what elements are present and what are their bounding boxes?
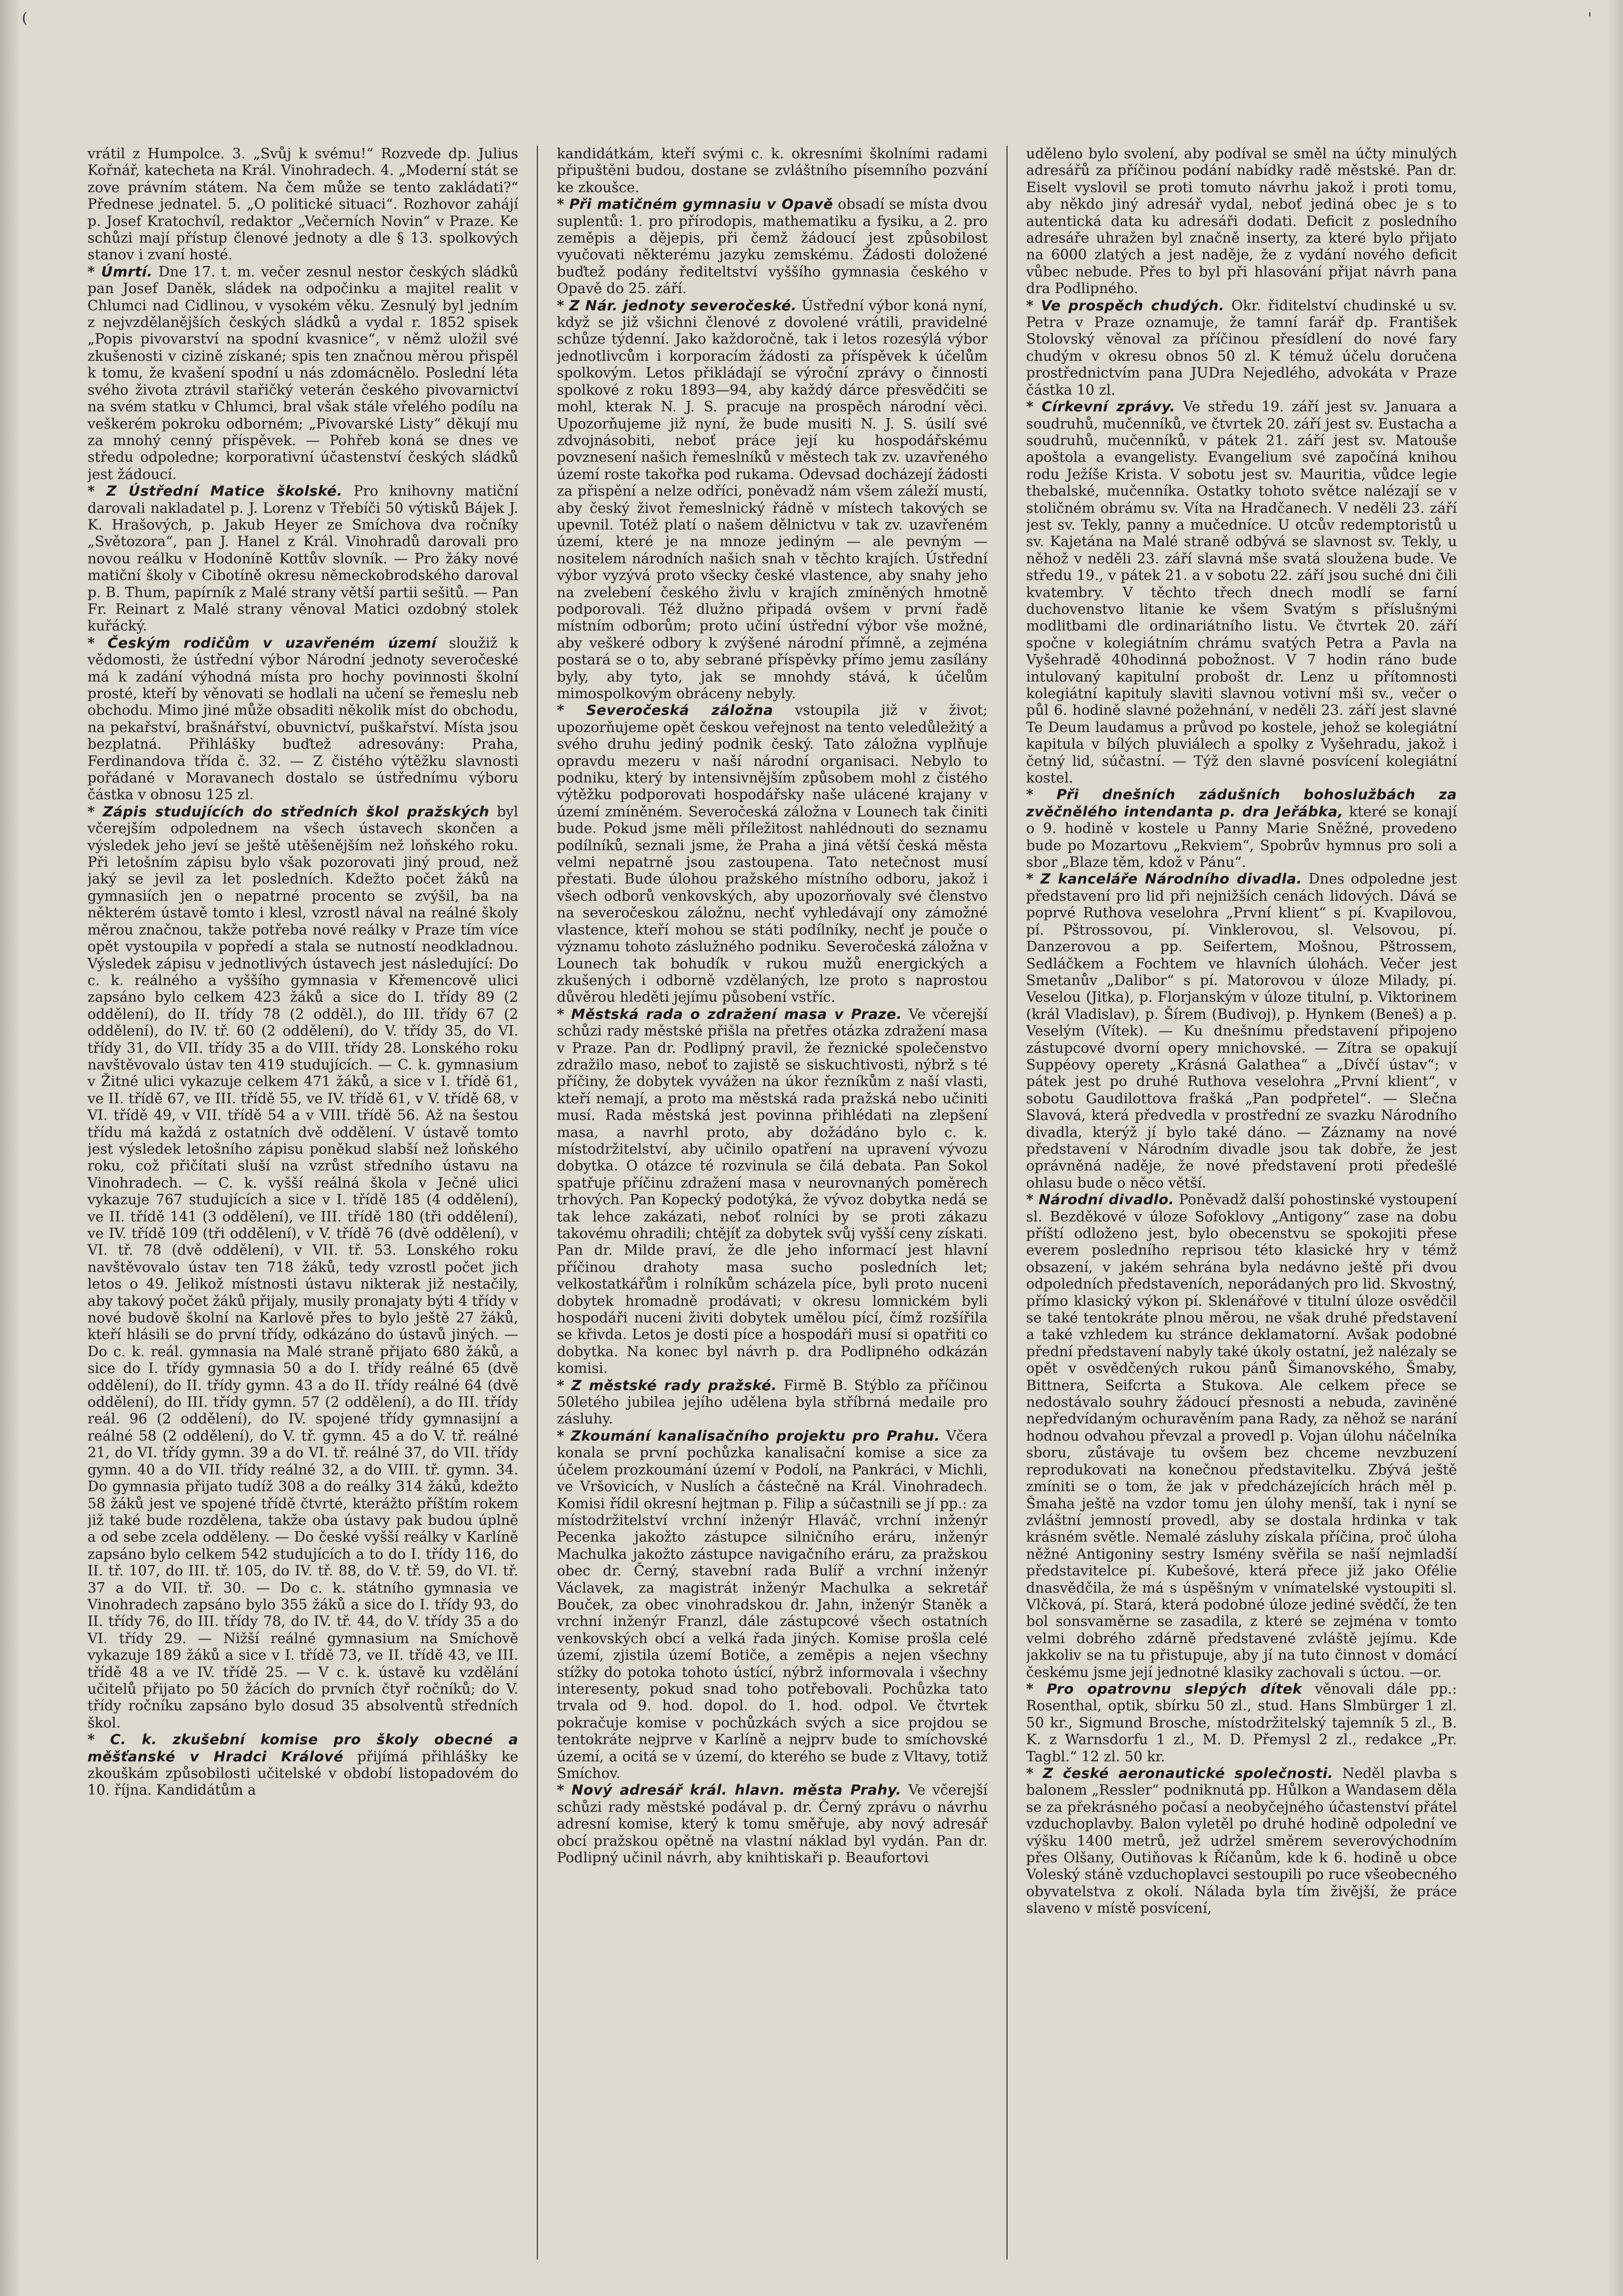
page-edge-right xyxy=(1607,0,1623,2296)
article-text: sloužiž k vědomosti, že ústřední výbor Národní jednoty severočeské má k zadání výhodná místa pro hochy povinnosti školní prosté, kteří by věnovati se hodlali na učení se řemeslu neb obchodu. Mimo jiné může obsaditi několik míst do obchodu, na pekařství, brašnářství, obuvnictví, puškařství. Místa jsou bezplatná. Přihlášky buďtež adresovány: Praha, Ferdinandova třída č. 32. — Z čistého výtěžku slavnosti pořádané v Moravanech dostalo se ústřednímu výboru částka v obnosu 125 zl. xyxy=(87,635,519,803)
article-text: Ve včerejší schůzi rady městské přišla na přetřes otázka zdražení masa v Praze. Pan dr. Podlipný pravil, že řeznické společenstvo zdražilo maso, neboť to zajistě se siskuchtivosti, nýbrž s té příčiny, že dobytek vyvážen na úkor řezníkům z naší vlasti, kteří nemají, a proto ma městská rada pražská nebo učiniti musí. Rada městská jest povinna přihlédati na zlepšení masa, a navrhl proto, aby dožádáno bylo c. k. místodržitelství, aby učinilo opatření na upravení vývozu dobytka. O otázce té rozvinula se čilá debata. Pan Sokol spatřuje příčinu zdražení masa v neurovnaných poměrech trhových. Pan Kopecký podotýká, že vývoz dobytka nedá se tak lehce zakázati, neboť rolníci by se proti zákazu takovému ohradili; chtějíť za dobytek svůj vyšší ceny získati. Pan dr. Milde praví, že dle jeho informací jest hlavní příčinou drahoty masa sucho posledních let; velkostatkářům i rolníkům scházela píce, byli proto nuceni dobytek hromadně prodávati; v okresu lomnickém byli hospodáři nuceni živiti dobytek umělou pící, čímž rozšířila se křivda. Letos je dosti píce a hospodáři musí si opatřiti co dobytka. Na konec byl návrh p. dra Podlipného odkázán komisi. xyxy=(557,1006,988,1377)
article-paragraph xyxy=(1026,1681,1457,1765)
article-text: Ve středu 19. září jest sv. Januara a soudruhů, mučenníků, ve čtvrtek 20. září jest sv. Eustacha a soudruhů, mučenníků, v pátek 21. září jest sv. Matouše apoštola a evangelisty. Evangelium své započíná knihou rodu Ježíše Krista. V sobotu jest sv. Mauritia, vůdce legie thebalské, mučenníka. Ostatky tohoto světce nalézají se v stoličném obrámu sv. Víta na Hradčanech. V neděli 23. září jest sv. Tekly, panny a mučedníce. U otcův redemptoristů u sv. Kajetána na Malé straně odbývá se slavnost sv. Tekly, u něhož v neděli 23. září slavná mše svatá sloužena bude. Ve středu 19., v pátek 21. a v sobotu 22. září jsou suché dni čili kvatembry. V těchto třech dnech modlí se farní duchovenstvo litanie ke všem Svatým s příslušnými modlitbami dle ordinariátního listu. Ve čtvrtek 20. září spočne v kolegiátním chrámu svatých Petra a Pavla na Vyšehradě 40hodinná pobožnost. V 7 hodin ráno bude intulovaný kapitulní probošt dr. Lenz u přítomnosti kolegiátní kapituly slaviti slavnou votivní mši sv., večer o půl 6. hodině slavné požehnání, v neděli 23. září jest slavné Te Deum laudamus a průvod po kostele, jehož se kolegiátní kapitula v bílých pluviálech a spolky z Vyšehradu, jakož i četný lid, súčastní. — Týž den slavné posvícení kolegiátní kostel. xyxy=(1026,399,1457,787)
article-paragraph xyxy=(557,1006,987,1378)
bullet-mark: * xyxy=(87,803,103,820)
column-divider xyxy=(537,146,538,2260)
article-paragraph xyxy=(87,1732,518,1799)
bullet-mark: * xyxy=(557,1428,571,1444)
article-paragraph xyxy=(1026,787,1457,871)
column-2 xyxy=(557,146,987,2260)
article-heading: Nový adresář král. hlavn. města Prahy. xyxy=(571,1782,902,1799)
bullet-mark: * xyxy=(1026,1681,1047,1697)
bullet-mark: * xyxy=(557,196,570,213)
page-edge-left xyxy=(0,0,21,2296)
article-paragraph xyxy=(557,702,987,1006)
article-heading: Z městské rady pražské. xyxy=(571,1377,777,1394)
article-text: vrátil z Humpolce. 3. „Svůj k svému!“ Rozvede dp. Julius Kořnář, katecheta na Král. Vinohradech. 4. „Moderní stát se zove právním státem. Na čem může se tento zakládati?“ Přednese jednatel. 5. „O politické situaci“. Rozhovor zahájí p. Josef Kratochvíl, redaktor „Večerních Novin“ v Praze. Ke schůzi mají přístup členové jednoty a dle § 13. spolkových stanov i zvaní hosté. xyxy=(87,146,519,263)
article-paragraph xyxy=(1026,1765,1457,1917)
article-heading: Ve prospěch chudých. xyxy=(1040,297,1225,314)
article-heading: Českým rodičům v uzavřeném území xyxy=(107,635,437,651)
column-divider xyxy=(1006,146,1008,2260)
article-heading: Při dnešních zádušních bohoslužbách za zvěčnělého intendanta p. dra Jeřábka, xyxy=(1026,787,1457,820)
article-paragraph xyxy=(1026,871,1457,1192)
article-heading: Při matičném gymnasiu v Opavě xyxy=(569,196,834,213)
article-text: Firmě B. Stýblo za příčinou 50letého jubilea jejího udělena byla stříbrná medaile pro zásluhy. xyxy=(557,1377,988,1428)
article-text: Včera konala se první pochůzka kanalisační komise a sice za účelem prozkoumání území v Podolí, na Pankráci, v Michli, ve Vršovicích, v Nuslích a částečně na Král. Vinohradech. Komisi řídil okresní hejtman p. Filip a súčastnili se jí pp.: za místodržitelství vrchní inženýr Hlaváč, vrchní inženýr Pecenka jakožto zástupce silničního eráru, inženýr Machulka jakožto zástupce navigačního eráru, za pražskou obec dr. Černý, stavební rada Bulíř a vrchní inženýr Václavek, za magistrát inženýr Machulka a sekretář Bouček, za obec vinohradskou dr. Jahn, inženýr Staněk a vrchní inženýr Franzl, dále zástupcové všech ostatních venkovských obcí a velká řada jiných. Komise prošla celé území, zjistila území Botiče, a zeměpis a nejen všechny stížky do potoka tohoto ústící, nýbrž informovala i všechny interesenty, pokud snad toho potřebovali. Pochůzka tato trvala od 9. hod. dopol. do 1. hod. odpol. Ve čtvrtek pokračuje komise v pochůzkách svých a sice projdou se tentokráte nejprve v Karlíně a nejprv bude to smíchovské území, a ocitá se v území, do kterého se bude z Vltavy, totiž Smíchov. xyxy=(557,1428,988,1782)
article-heading: Z Ústřední Matice školské. xyxy=(106,483,343,500)
article-text: byl včerejším odpolednem na všech ústavech skončen a výsledek jeho jeví se ještě utěšenějším než loňského roku. Při letošním zápisu bylo však pozorovati jiný proud, než jaký se jevil za let posledních. Kdežto počet žáků na gymnasiích jen o nepatrné procento se zvýšil, ba na některém ústavě tomto i klesl, vzrostl nával na reálné školy měrou značnou, takže potřeba nové reálky v Praze tím více opět vystoupila v popředí a stala se nutností neodkladnou. Výsledek zápisu v jednotlivých ústavech jest následující: Do c. k. reálného a vyššího gymnasia v Křemencově ulici zapsáno bylo celkem 423 žáků a sice do I. třídy 89 (2 oddělení), do II. třídy 78 (2 odděl.), do III. třídy 67 (2 oddělení), do IV. tř. 60 (2 oddělení), do V. třídy 35, do VI. třídy 31, do VII. třídy 35 a do VIII. třídy 28. Lonského roku navštěvovalo ústav ten 419 studujících. — C. k. gymnasium v Žitné ulici vykazuje celkem 471 žáků, a sice v I. třídě 61, ve II. třídě 67, ve III. třídě 55, ve IV. třídě 61, v V. třídě 68, v VI. třídě 49, v VII. třídě 54 a v VIII. třídě 56. Až na šestou třídu má každá z ostatních dvě oddělení. V ústavě tomto jest výsledek letošního zápisu poněkud slabší než loňského roku, což přičítati sluší na vzrůst středního ústavu na Vinohradech. — C. k. vyšší reálná škola v Ječné ulici vykazuje 767 studujících a sice v I. třídě 185 (4 oddělení), ve II. třídě 141 (3 oddělení), ve III. třídě 180 (tři oddělení), ve IV. třídě 109 (tři oddělení), v V. třídě 76 (dvě oddělení), v VI. tř. 78 (dvě oddělení), v VII. tř. 53. Lonského roku navštěvovalo ústav ten 718 žáků, tedy vzrostl počet jich letos o 49. Jelikož místnosti ústavu nikterak již nestačily, aby takový počet žáků přijaly, musily pronajaty býti 4 třídy v nové budově školní na Karlově přes to bylo ještě 27 žáků, kteří hlásili se do první třídy, odkázáno do ústavů jiných. — Do c. k. reál. gymnasia na Malé straně přijato 680 žáků, a sice do I. třídy gymnasia 50 a do I. třídy reálné 65 (dvě oddělení), do II. třídy gymn. 43 a do II. třídy reálné 64 (dvě oddělení), do III. třídy gymn. 57 (2 oddělení), a do III. třídy reál. 96 (2 oddělení), do IV. spojené třídy gymnasijní a reálné 58 (2 oddělení), do V. tř. gymn. 45 a do V. tř. reálné 21, do VI. třídy gymn. 39 a do VI. tř. reálné 37, do VII. třídy gymn. 40 a do VII. třídy reálné 32, a do VIII. tř. gymn. 34. Do gymnasia přijato tudíž 308 a do reálky 314 žáků, kdežto 58 žáků jest ve spojené třídě čtvrté, kterážto příštím rokem již také bude rozdělena, takže oba ústavy pak budou úplně a od sebe zcela odděleny. — Do české vyšší reálky v Karlíně zapsáno bylo celkem 542 studujících a to do I. třídy 116, do II. tř. 107, do III. tř. 105, do IV. tř. 88, do V. tř. 59, do VI. tř. 37 a do VII. tř. 30. — Do c. k. státního gymnasia ve Vinohradech zapsáno bylo 355 žáků a sice do I. třídy 93, do II. třídy 76, do III. třídy 78, do IV. tř. 44, do V. třídy 35 a do VI. třídy 29. — Nižší reálné gymnasium na Smíchově vykazuje 189 žáků a sice v I. třídě 73, ve II. třídě 43, ve III. třídě 48 a ve IV. třídě 25. — V c. k. ústavě ku vzdělání učitelů přijato po 50 žácích do prvních čtyř ročníků; do V. třídy ročníku zapsáno bylo dosud 35 absolventů středních škol. xyxy=(87,803,519,1731)
article-text: Ve včerejší schůzi rady městské podával p. dr. Černý zprávu o návrhu adresní komise, který k tomu směřuje, aby nový adresář obcí pražskou opětně na vlastní náklad byl vydán. Pan dr. Podlipný učinil návrh, aby knihtiskaři p. Beaufortovi xyxy=(557,1782,988,1866)
article-text: obsadí se místa dvou suplentů: 1. pro přírodopis, mathematiku a fysiku, a 2. pro zeměpis a dějepis, při čemž žádoucí jest způsobilost vyučovati některému jazyku zemskému. Žádosti doložené buďtež podány řediteltství vyššího gymnasia českého v Opavě do 25. září. xyxy=(557,196,988,297)
article-heading: Zkoumání kanalisačního projektu pro Prahu. xyxy=(571,1428,940,1444)
bullet-mark: * xyxy=(87,635,108,651)
bullet-mark: * xyxy=(557,1006,571,1023)
bullet-mark: * xyxy=(1026,1192,1039,1208)
bullet-mark: * xyxy=(1026,1765,1043,1782)
bullet-mark: * xyxy=(557,297,570,314)
article-text: Dnes odpoledne jest představení pro lid při nejnižších cenách lidových. Dává se poprvé Ruthova veselohra „První klient“ s pí. Kvapilovou, pí. Pštrossovou, pí. Vinklerovou, sl. Velsovou, pí. Danzerovou a pp. Seifertem, Mošnou, Pštrossem, Sedláčkem a Fochtem ve hlavních úlohách. Večer jest Smetanův „Dalibor“ s pí. Matorovou v úloze Milady, pí. Veselou (Jitka), p. Florjanským v úloze titulní, p. Viktorinem (král Vladislav), p. Šírem (Budivoj), p. Hynkem (Beneš) a p. Veselým (Vítek). — Ku dnešnímu představení připojeno zástupcové dvorní opery mnichovské. — Zítra se opakují Suppéovy operety „Krásná Galathea“ a „Dívčí ústav“; v pátek jest po druhé Ruthova veselohra „První klient“, v sobotu Gaudilottova frašká „Pan podpřetel“. — Slečna Slavová, která předvedla v prostřední ze svazku Národního divadla, kterýž jí bylo také dáno. — Záznamy na nové představení v Národním divadle jsou tak dobře, že jest oprávněná naděje, že nové představení proti předešlé ohlasu bude o něco větší. xyxy=(1026,871,1457,1191)
article-paragraph xyxy=(87,146,518,264)
article-paragraph xyxy=(1026,298,1457,399)
article-heading: Severočeská záložna xyxy=(586,702,773,719)
article-heading: Národní divadlo. xyxy=(1038,1192,1174,1208)
article-text: Poněvadž další pohostinské vystoupení sl. Bezděkové v úloze Sofoklovy „Antigony“ zase na dobu příští odloženo jest, bylo obecenstvu se spokojiti přese everem posledního reprisou této klasické hry v témž obsazení, v jakém sehrána byla nedávno ještě při dvou odpoledních představeních, neporádaných pro lid. Skvostný, přímo klasický výkon pí. Sklenářové v titulní úloze osvědčil se také tentokráte plnou měrou, ne však druhé představení a také vzhledem ku stránce deklamatorní. Avšak podobné přední představení nabyly také úkoly ostatní, jež nalézaly se opět v osvědčených rukou pánů Šimanovského, Šmaby, Bittnera, Seifcrta a Stukova. Ale celkem přece se nedostávalo souhry žádoucí přesnosti a nebuda, zaviněné nepředvídaným ochuravěním pana Rady, za něhož se narání hodnou odvahou převzal a provedl p. Vojan úlohu náčelníka sboru, zůstávaje tu ovšem bez chceme nevzbuzení reprodukovati na konečnou představitelku. Zbývá ještě zmíniti se o tom, že jak v předcházejících hrách měl p. Šmaha ještě na vzdor tomu jen úlohy menší, tak i nyní se zvláštní jemností provedl, aby se dostala hrdinka v tak krásném světle. Nemalé zásluhy získala příčina, proč úloha něžné Antigoniny sestry Ismény svěřila se naší nejmladší představitelce pí. Kubešové, která přece již jako Ofélie dnasvědčila, že má s úspěšným v vnímatelské vystoupiti sl. Vlčková, pí. Stará, která podobné úloze jediné svědčí, že ten bol sonsvaměrne se zasadila, z které se zejména v tomto velmi dobrého zdárně představené zvláště jejímu. Kde jakkoliv se na tu přistupuje, aby jí na tuto činnost v domácí českému jsme její jednotné klasiky zachovali s úctou. —or. xyxy=(1026,1192,1457,1681)
article-text: Neděl plavba s balonem „Ressler“ podniknutá pp. Hůlkon a Wandasem děla se za překrásného počasí a neobyčejného účastenství přátel vzduchoplavby. Balon vyletěl po druhé hodině odpolední ve výšku 1400 metrů, jež udržel směrem severovýchodním přes Olšany, Outiňovas k Říčanům, kde k 6. hodině u obce Voleský stáně vzduchoplavci sestoupili po ruce všeobecného obyvatelstva z okolí. Nálada byla tím živější, že práce slaveno v místě posvícení, xyxy=(1026,1765,1457,1917)
article-heading: Z Nár. jednoty severočeské. xyxy=(569,297,797,314)
article-paragraph xyxy=(557,1782,987,1866)
newspaper-page xyxy=(87,146,1457,2260)
article-heading: Pro opatrovnu slepých dítek xyxy=(1047,1681,1302,1697)
article-text: které se konají o 9. hodině v kostele u Panny Marie Sněžné, provedeno bude po Mozartovu „Rekviem“, Spobrův hymnus pro soli a sbor „Blaze těm, kdož v Pánu“. xyxy=(1026,803,1457,871)
article-paragraph xyxy=(1026,146,1457,298)
article-heading: Církevní zprávy. xyxy=(1041,399,1176,415)
article-paragraph xyxy=(557,146,987,196)
article-heading: Městská rada o zdražení masa v Praze. xyxy=(571,1006,902,1023)
bullet-mark: * xyxy=(87,1732,110,1748)
corner-mark-left: ( xyxy=(22,9,28,27)
article-paragraph xyxy=(557,1378,987,1428)
article-paragraph xyxy=(87,483,518,635)
article-text: věnovali dále pp.: Rosenthal, optik, sbírku 50 zl., stud. Hans Slmbürger 1 zl. 50 kr., Sigmund Brosche, místodržitelský tajemník 5 zl., B. K. z Warnsdorfu 1 zl., M. D. Přemysl 2 zl., redakce „Pr. Tagbl.“ 12 zl. 50 kr. xyxy=(1026,1681,1457,1765)
article-text: vstoupila již v život; upozorňujeme opět českou veřejnost na tento veledůležitý a svého druhu jediný podnik český. Tato záložna vyplňuje opravdu mezeru v naší národní organisaci. Nebylo to podniku, který by intensivnějším způsobem mohl z čistého výtěžku podporovati hospodářsky naše ulácené krajany v území zmíněném. Severočeská záložna v Lounech tak činiti bude. Pokud jsme měli příležitost nahlédnouti do seznamu podílníků, seznali jsme, že Praha a jiná větší česká města velmi nepatrně jsou zastoupena. Tato netečnost musí přestati. Bude úlohou pražského místního odboru, jakož i všech odborů venkovských, aby upozorňovaly své členstvo na severočeskou záložnu, nechť vyhledávají ony zámožné vlastence, kteří mohou se státi podílníky, nechť je pouče o významu tohoto záslužného podniku. Severočeská záložna v Lounech tak bohudík v rukou mužů energických a zkušených i odborně vzdělaných, lze proto s naprostou důvěrou hleděti jejímu působení vstříc. xyxy=(557,702,988,1006)
article-heading: Zápis studujících do středních škol pražských xyxy=(103,803,489,820)
bullet-mark: * xyxy=(1026,297,1041,314)
article-heading: C. k. zkušební komise pro školy obecné a měšťanské v Hradci Králové xyxy=(87,1732,519,1765)
article-text: kandidátkám, kteří svými c. k. okresními školními radami připuštěni budou, dostane se zvláštního písemního pozvání ke zkoušce. xyxy=(557,146,988,196)
article-paragraph xyxy=(557,196,987,297)
article-text: Dne 17. t. m. večer zesnul nestor českých sládků pan Josef Daněk, sládek na odpočinku a majitel realit v Chlumci nad Cidlinou, v vysokém věku. Zesnulý byl jedním z nejvzdělanějších českých sládků a vydal r. 1852 spisek „Popis pivovarství na spodní kvasnice“, v němž uložil své zkušenosti v cizině získané; spis ten značnou měrou přispěl k tomu, že kvašení spodní u nás zdomácnělo. Poslední léta svého života ztrávil stařičký veterán českého pivovarnictví na svém statku v Chlumci, bral však stále vřelého podílu na veškerém pokroku odborném; „Pivovarské Listy“ děkují mu za mnohý cenný příspěvek. — Pohřeb koná se dnes ve středu odpoledne; korporativní účastenství českých sládků jest žádoucí. xyxy=(87,263,519,483)
article-text: uděleno bylo svolení, aby podíval se směl na účty minulých adresářů za příčinou podání nabídky radě městské. Pan dr. Eiselt vyslovil se proti tomuto návrhu jakož i proti tomu, aby někdo jiný adresář vydal, neboť jediná obec je s to autentická data ku adresáři dodati. Deficit z posledního adresáře uhražen byl značně inserty, za které bylo přijato na 6000 zlatých a jest naděje, že z vydání nového deficit vůbec nebude. Přes to byl při hlasování přijat návrh pana dra Podlipného. xyxy=(1026,146,1457,297)
article-paragraph xyxy=(1026,1192,1457,1681)
article-text: přijímá přihlášky ke zkouškám způsobilosti učitelské v období listopadovém do 10. října. Kandidátům a xyxy=(87,1748,519,1799)
article-text: Okr. řiditelství chudinské u sv. Petra v Praze oznamuje, že tamní farář dp. František Stolovský věnoval za příčinou přesídlení do nové fary chudým v okresu obnos 50 zl. K témuž účelu doručena prostřednictvím pana JUDra Nejedlého, advokáta v Praze částka 10 zl. xyxy=(1026,297,1457,398)
bullet-mark: * xyxy=(87,483,107,500)
article-heading: Úmrtí. xyxy=(101,263,153,280)
bullet-mark: * xyxy=(557,702,586,719)
article-text: Pro knihovny matiční darovali nakladatel p. J. Lorenz v Třebíči 50 výtisků Bájek J. K. Hrašových, p. Jakub Heyer ze Smíchova dva ročníky „Světozora“, pan J. Hanel z Král. Vinohradů darovali pro novou reálku v Hodoníně Kottův slovník. — Pro žáky nové matiční školy v Cibotíně okresu německobrodského daroval p. B. Thum, papírník z Malé strany větší partii sešitů. — Pan Fr. Reinart z Malé strany věnoval Matici ozdobný stolek kuřácký. xyxy=(87,483,519,635)
article-heading: Z české aeronautické společnosti. xyxy=(1042,1765,1333,1782)
article-paragraph xyxy=(557,298,987,703)
bullet-mark: * xyxy=(1026,787,1057,803)
column-3 xyxy=(1026,146,1457,2260)
bullet-mark: * xyxy=(1026,871,1040,888)
article-paragraph xyxy=(1026,399,1457,787)
article-heading: Z kanceláře Národního divadla. xyxy=(1040,871,1302,888)
bullet-mark: * xyxy=(1026,399,1042,415)
article-paragraph xyxy=(87,804,518,1732)
article-text: Ústřední výbor koná nyní, když se již všichni členové z dovolené vrátili, pravidelné schůze týdenní. Jako každoročně, tak i letos rozesýlá výbor jednotlivcům i korporacím žádosti za příspěvek k účelům spolkovým. Letos přikládají se výroční zprávy o činnosti spolkové z roku 1893—94, aby každý dárce přesvědčiti se mohl, kterak N. J. S. pracuje na prospěch národní věci. Upozorňujeme již nyní, že bude musiti N. J. S. úsilí své zdvojnásobiti, neboť práce její ku hospodářskému povznesení našich řemeslníků v městech tak zv. uzavřeného území roste takořka pod rukama. Odevsad docházejí žádosti za přispění a nelze odříci, poněvadž nám všem záleží mustí, aby český život řemeslnický řádně v místech takových se upevnil. Totéž platí o našem dělnictvu v tak zv. uzavřeném území, které je na mnoze jediným — ale pevným — nositelem národních našich snah v těchto krajích. Ústřední výbor vyzývá proto všecky české vlastence, aby snahy jeho na zvelebení českého živlu v krajích zmíněných hmotně podporovali. Též dlužno připadá ovšem v první řadě místním odborům; proto učiní ústřední výbor vše možné, aby veškeré odbory k zvýšené národní přímně, a zejména postará se o to, aby sebrané příspěvky přímo jemu zasílány byly, aby tyto, jak se mnohdy stává, k účelům mimospolkovým obráceny nebyly. xyxy=(557,297,988,702)
article-paragraph xyxy=(557,1428,987,1783)
bullet-mark: * xyxy=(557,1782,572,1799)
bullet-mark: * xyxy=(87,263,102,280)
column-1 xyxy=(87,146,518,2260)
article-paragraph xyxy=(87,635,518,804)
bullet-mark: * xyxy=(557,1377,571,1394)
corner-mark-right: ' xyxy=(1588,9,1592,27)
article-paragraph xyxy=(87,264,518,483)
